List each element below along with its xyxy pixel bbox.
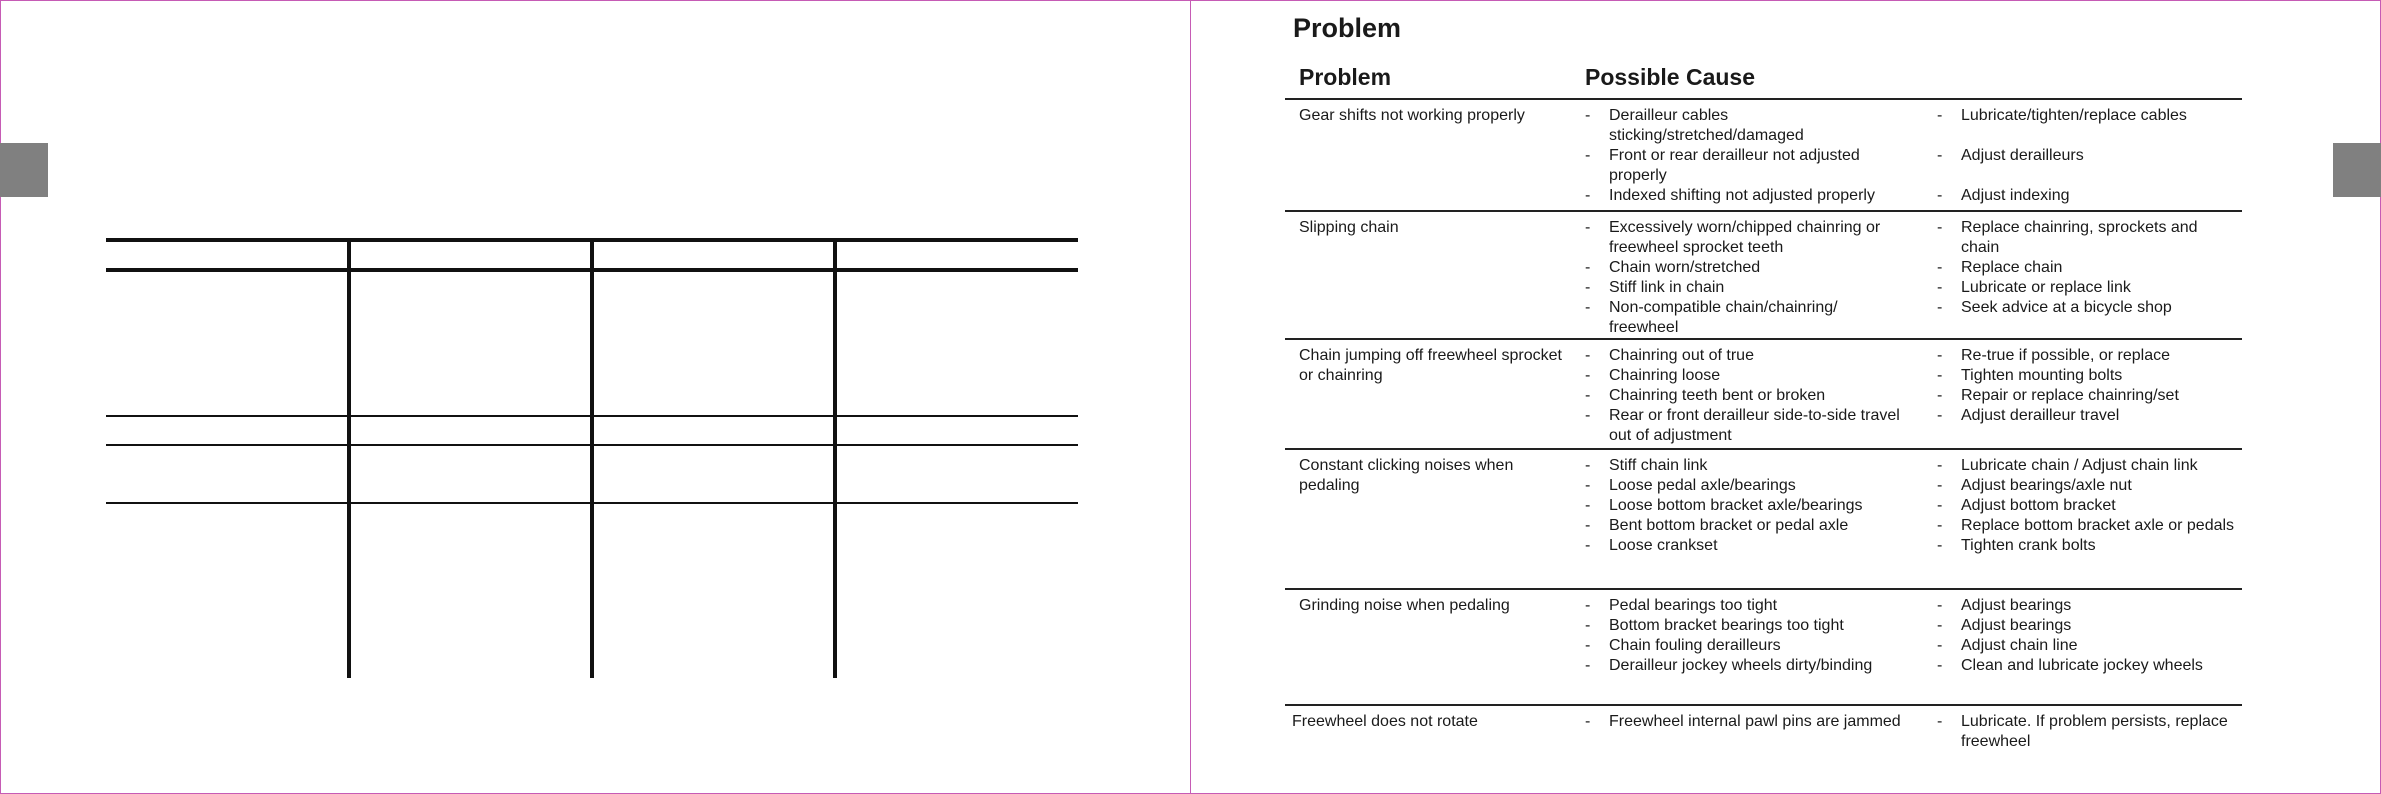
- problem-cell: Chain jumping off freewheel sprocket or chainring: [1299, 347, 1562, 384]
- cause-item: - Bottom bracket bearings too tight: [1585, 616, 1905, 636]
- left-page-tab: [0, 143, 48, 197]
- table-row: [1285, 450, 2242, 590]
- remedy-item: - Tighten crank bolts: [1937, 536, 2237, 556]
- grid-column-line: [590, 238, 594, 678]
- remedy-item: - Replace chainring, sprockets and chain: [1937, 218, 2237, 258]
- page-divider: [1190, 0, 1191, 794]
- remedy-item: - Replace bottom bracket axle or pedals: [1937, 516, 2237, 536]
- grid-column-line: [347, 238, 351, 678]
- table-row: [1285, 212, 2242, 340]
- remedy-item: - Clean and lubricate jockey wheels: [1937, 656, 2237, 676]
- cause-item: - Non-compatible chain/chainring/ freewheel: [1585, 298, 1905, 338]
- column-header-possible-cause: Possible Cause: [1585, 64, 1756, 90]
- remedy-cell: [1937, 346, 2237, 446]
- table-row: [1285, 100, 2242, 212]
- remedy-item: - Adjust derailleur travel: [1937, 406, 2237, 446]
- cause-item: - Freewheel internal pawl pins are jammed: [1585, 712, 1905, 752]
- cause-item: - Stiff link in chain: [1585, 278, 1905, 298]
- remedy-item: - Adjust bearings/axle nut: [1937, 476, 2237, 496]
- problem-cell: Grinding noise when pedaling: [1299, 597, 1510, 614]
- problem-cell: Gear shifts not working properly: [1299, 107, 1525, 124]
- right-page-tab: [2333, 143, 2381, 197]
- remedy-cell: [1937, 456, 2237, 556]
- cause-cell: [1585, 712, 1905, 752]
- remedy-item: - Re-true if possible, or replace: [1937, 346, 2237, 366]
- table-row: [1285, 590, 2242, 706]
- remedy-item: - Lubricate/tighten/replace cables: [1937, 106, 2237, 146]
- problem-cell: Constant clicking noises when pedaling: [1299, 457, 1514, 494]
- cause-item: - Chainring loose: [1585, 366, 1905, 386]
- page-title: Problem: [1293, 13, 1402, 43]
- remedy-item: - Adjust chain line: [1937, 636, 2237, 656]
- remedy-cell: [1937, 218, 2237, 338]
- cause-cell: [1585, 596, 1905, 676]
- cause-item: - Chainring out of true: [1585, 346, 1905, 366]
- remedy-item: - Seek advice at a bicycle shop: [1937, 298, 2237, 338]
- remedy-item: - Lubricate or replace link: [1937, 278, 2237, 298]
- problem-cell: Freewheel does not rotate: [1292, 713, 1478, 730]
- cause-item: - Derailleur cables sticking/stretched/damaged: [1585, 106, 1905, 146]
- cause-item: - Loose pedal axle/bearings: [1585, 476, 1905, 496]
- remedy-item: - Adjust bearings: [1937, 596, 2237, 616]
- cause-item: - Rear or front derailleur side-to-side travel out of adjustment: [1585, 406, 1905, 446]
- remedy-item: - Lubricate. If problem persists, replace freewheel: [1937, 712, 2237, 752]
- cause-item: - Front or rear derailleur not adjusted properly: [1585, 146, 1905, 186]
- remedy-cell: [1937, 712, 2237, 752]
- table-row: [1285, 340, 2242, 450]
- remedy-item: - Lubricate chain / Adjust chain link: [1937, 456, 2237, 476]
- cause-item: - Excessively worn/chipped chainring or freewheel sprocket teeth: [1585, 218, 1905, 258]
- remedy-item: - Adjust bearings: [1937, 616, 2237, 636]
- cause-cell: [1585, 456, 1905, 556]
- problem-cell: Slipping chain: [1299, 219, 1399, 236]
- cause-item: - Loose crankset: [1585, 536, 1905, 556]
- remedy-item: - Adjust derailleurs: [1937, 146, 2237, 186]
- cause-cell: [1585, 106, 1905, 206]
- cause-cell: [1585, 346, 1905, 446]
- grid-column-line: [833, 238, 837, 678]
- cause-item: - Pedal bearings too tight: [1585, 596, 1905, 616]
- table-row: [1285, 706, 2242, 786]
- cause-item: - Indexed shifting not adjusted properly: [1585, 186, 1905, 206]
- remedy-item: - Tighten mounting bolts: [1937, 366, 2237, 386]
- cause-item: - Bent bottom bracket or pedal axle: [1585, 516, 1905, 536]
- remedy-item: - Adjust indexing: [1937, 186, 2237, 206]
- cause-item: - Stiff chain link: [1585, 456, 1905, 476]
- remedy-item: - Repair or replace chainring/set: [1937, 386, 2237, 406]
- remedy-cell: [1937, 596, 2237, 676]
- remedy-item: - Adjust bottom bracket: [1937, 496, 2237, 516]
- remedy-cell: [1937, 106, 2237, 206]
- cause-item: - Loose bottom bracket axle/bearings: [1585, 496, 1905, 516]
- cause-item: - Chainring teeth bent or broken: [1585, 386, 1905, 406]
- cause-item: - Chain fouling derailleurs: [1585, 636, 1905, 656]
- remedy-item: - Replace chain: [1937, 258, 2237, 278]
- cause-item: - Chain worn/stretched: [1585, 258, 1905, 278]
- column-header-problem: Problem: [1299, 64, 1392, 90]
- cause-item: - Derailleur jockey wheels dirty/binding: [1585, 656, 1905, 676]
- cause-cell: [1585, 218, 1905, 338]
